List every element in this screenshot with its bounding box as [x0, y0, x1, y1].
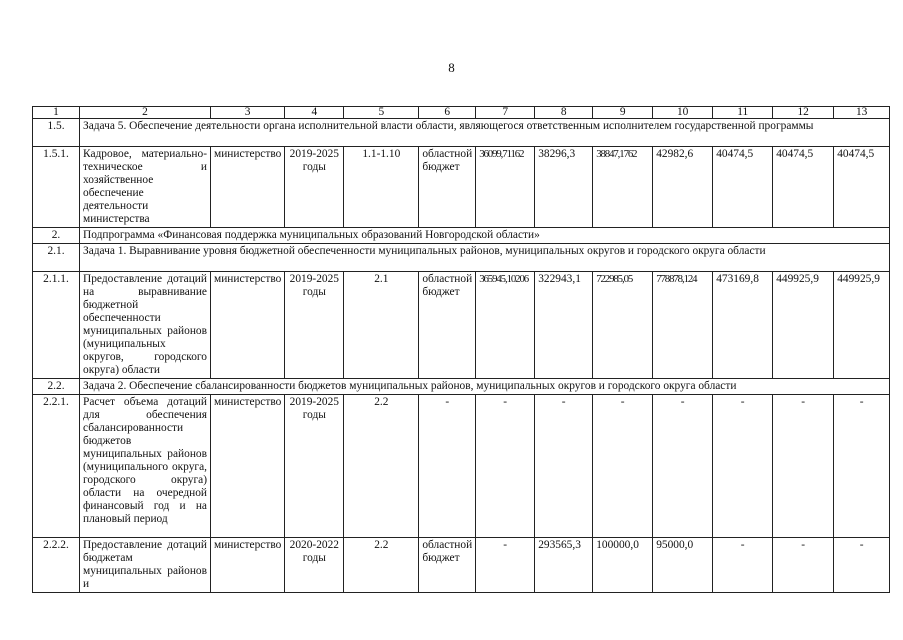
period: 2020-2022 годы: [285, 538, 344, 593]
page-number: 8: [448, 60, 455, 75]
value-cell: 38296,3: [535, 147, 593, 228]
header-cell: 3: [211, 107, 285, 119]
value-cell: -: [834, 538, 890, 593]
table-row: [33, 147, 890, 228]
value-cell: 42982,6: [653, 147, 713, 228]
value-cell: 778878,124: [653, 272, 713, 379]
table-row: [33, 538, 890, 593]
activity-name: Предоставление дотаций на выравнивание бюджетной обеспеченности муниципальных районов (муниципальных округов, городского округа) области: [80, 272, 211, 379]
section-row: [33, 244, 890, 272]
table-row: [33, 272, 890, 379]
header-row: [33, 107, 890, 119]
value-cell: -: [535, 395, 593, 538]
value-cell: 95000,0: [653, 538, 713, 593]
value-cell: -: [713, 395, 773, 538]
value-cell: 40474,5: [773, 147, 834, 228]
period: 2019-2025 годы: [285, 272, 344, 379]
value-cell: 473169,8: [713, 272, 773, 379]
row-number: 2.2.2.: [33, 538, 80, 593]
value-cell: 449925,9: [773, 272, 834, 379]
header-cell: 11: [713, 107, 773, 119]
section-title: Задача 2. Обеспечение сбалансированности бюджетов муниципальных районов, муниципальных округов и городского округа области: [80, 379, 890, 395]
value-cell: -: [834, 395, 890, 538]
executor: министерство: [211, 395, 285, 538]
section-title: Задача 5. Обеспечение деятельности органа исполнительной власти области, являющегося ответственным исполнителем государственной программы: [80, 119, 890, 147]
row-number: 2.1.1.: [33, 272, 80, 379]
value-cell: 40474,5: [713, 147, 773, 228]
row-number: 1.5.1.: [33, 147, 80, 228]
section-row: [33, 228, 890, 244]
period: 2019-2025 годы: [285, 147, 344, 228]
value-cell: -: [773, 395, 834, 538]
header-cell: 5: [344, 107, 419, 119]
row-number: 2.: [33, 228, 80, 244]
funding-source: областной бюджет: [419, 147, 476, 228]
funding-source: -: [419, 395, 476, 538]
section-row: [33, 119, 890, 147]
value-cell: -: [476, 538, 535, 593]
value-cell: 365945,10206: [476, 272, 535, 379]
row-number: 2.1.: [33, 244, 80, 272]
executor: министерство: [211, 538, 285, 593]
section-title: Задача 1. Выравнивание уровня бюджетной обеспеченности муниципальных районов, муниципальных округов и городского округа области: [80, 244, 890, 272]
header-cell: 12: [773, 107, 834, 119]
value-cell: -: [653, 395, 713, 538]
value-cell: -: [476, 395, 535, 538]
value-cell: 322943,1: [535, 272, 593, 379]
row-number: 2.2.1.: [33, 395, 80, 538]
header-cell: 4: [285, 107, 344, 119]
executor: министерство: [211, 272, 285, 379]
activity-name: Предоставление дотаций бюджетам муниципальных районов и: [80, 538, 211, 593]
header-cell: 6: [419, 107, 476, 119]
header-cell: 1: [33, 107, 80, 119]
value-cell: 38847,1762: [593, 147, 653, 228]
header-cell: 7: [476, 107, 535, 119]
header-cell: 9: [593, 107, 653, 119]
funding-source: областной бюджет: [419, 538, 476, 593]
table-row: [33, 395, 890, 538]
value-cell: -: [773, 538, 834, 593]
indicator: 2.1: [344, 272, 419, 379]
header-cell: 2: [80, 107, 211, 119]
value-cell: 40474,5: [834, 147, 890, 228]
activity-name: Кадровое, материально-техническое и хозяйственное обеспечение деятельности министерства: [80, 147, 211, 228]
section-title: Подпрограмма «Финансовая поддержка муниципальных образований Новгородской области»: [80, 228, 890, 244]
section-row: [33, 379, 890, 395]
program-table: [32, 106, 890, 593]
period: 2019-2025 годы: [285, 395, 344, 538]
indicator: 1.1-1.10: [344, 147, 419, 228]
value-cell: -: [593, 395, 653, 538]
row-number: 2.2.: [33, 379, 80, 395]
value-cell: 100000,0: [593, 538, 653, 593]
row-number: 1.5.: [33, 119, 80, 147]
header-cell: 13: [834, 107, 890, 119]
value-cell: 293565,3: [535, 538, 593, 593]
value-cell: 36099,71162: [476, 147, 535, 228]
value-cell: 722985,05: [593, 272, 653, 379]
value-cell: -: [713, 538, 773, 593]
indicator: 2.2: [344, 395, 419, 538]
header-cell: 10: [653, 107, 713, 119]
activity-name: Расчет объема дотаций для обеспечения сбалансированности бюджетов муниципальных районов (муниципального округа, городского округа) области на очередной финансовый год и на плановый период: [80, 395, 211, 538]
value-cell: 449925,9: [834, 272, 890, 379]
funding-source: областной бюджет: [419, 272, 476, 379]
executor: министерство: [211, 147, 285, 228]
header-cell: 8: [535, 107, 593, 119]
indicator: 2.2: [344, 538, 419, 593]
